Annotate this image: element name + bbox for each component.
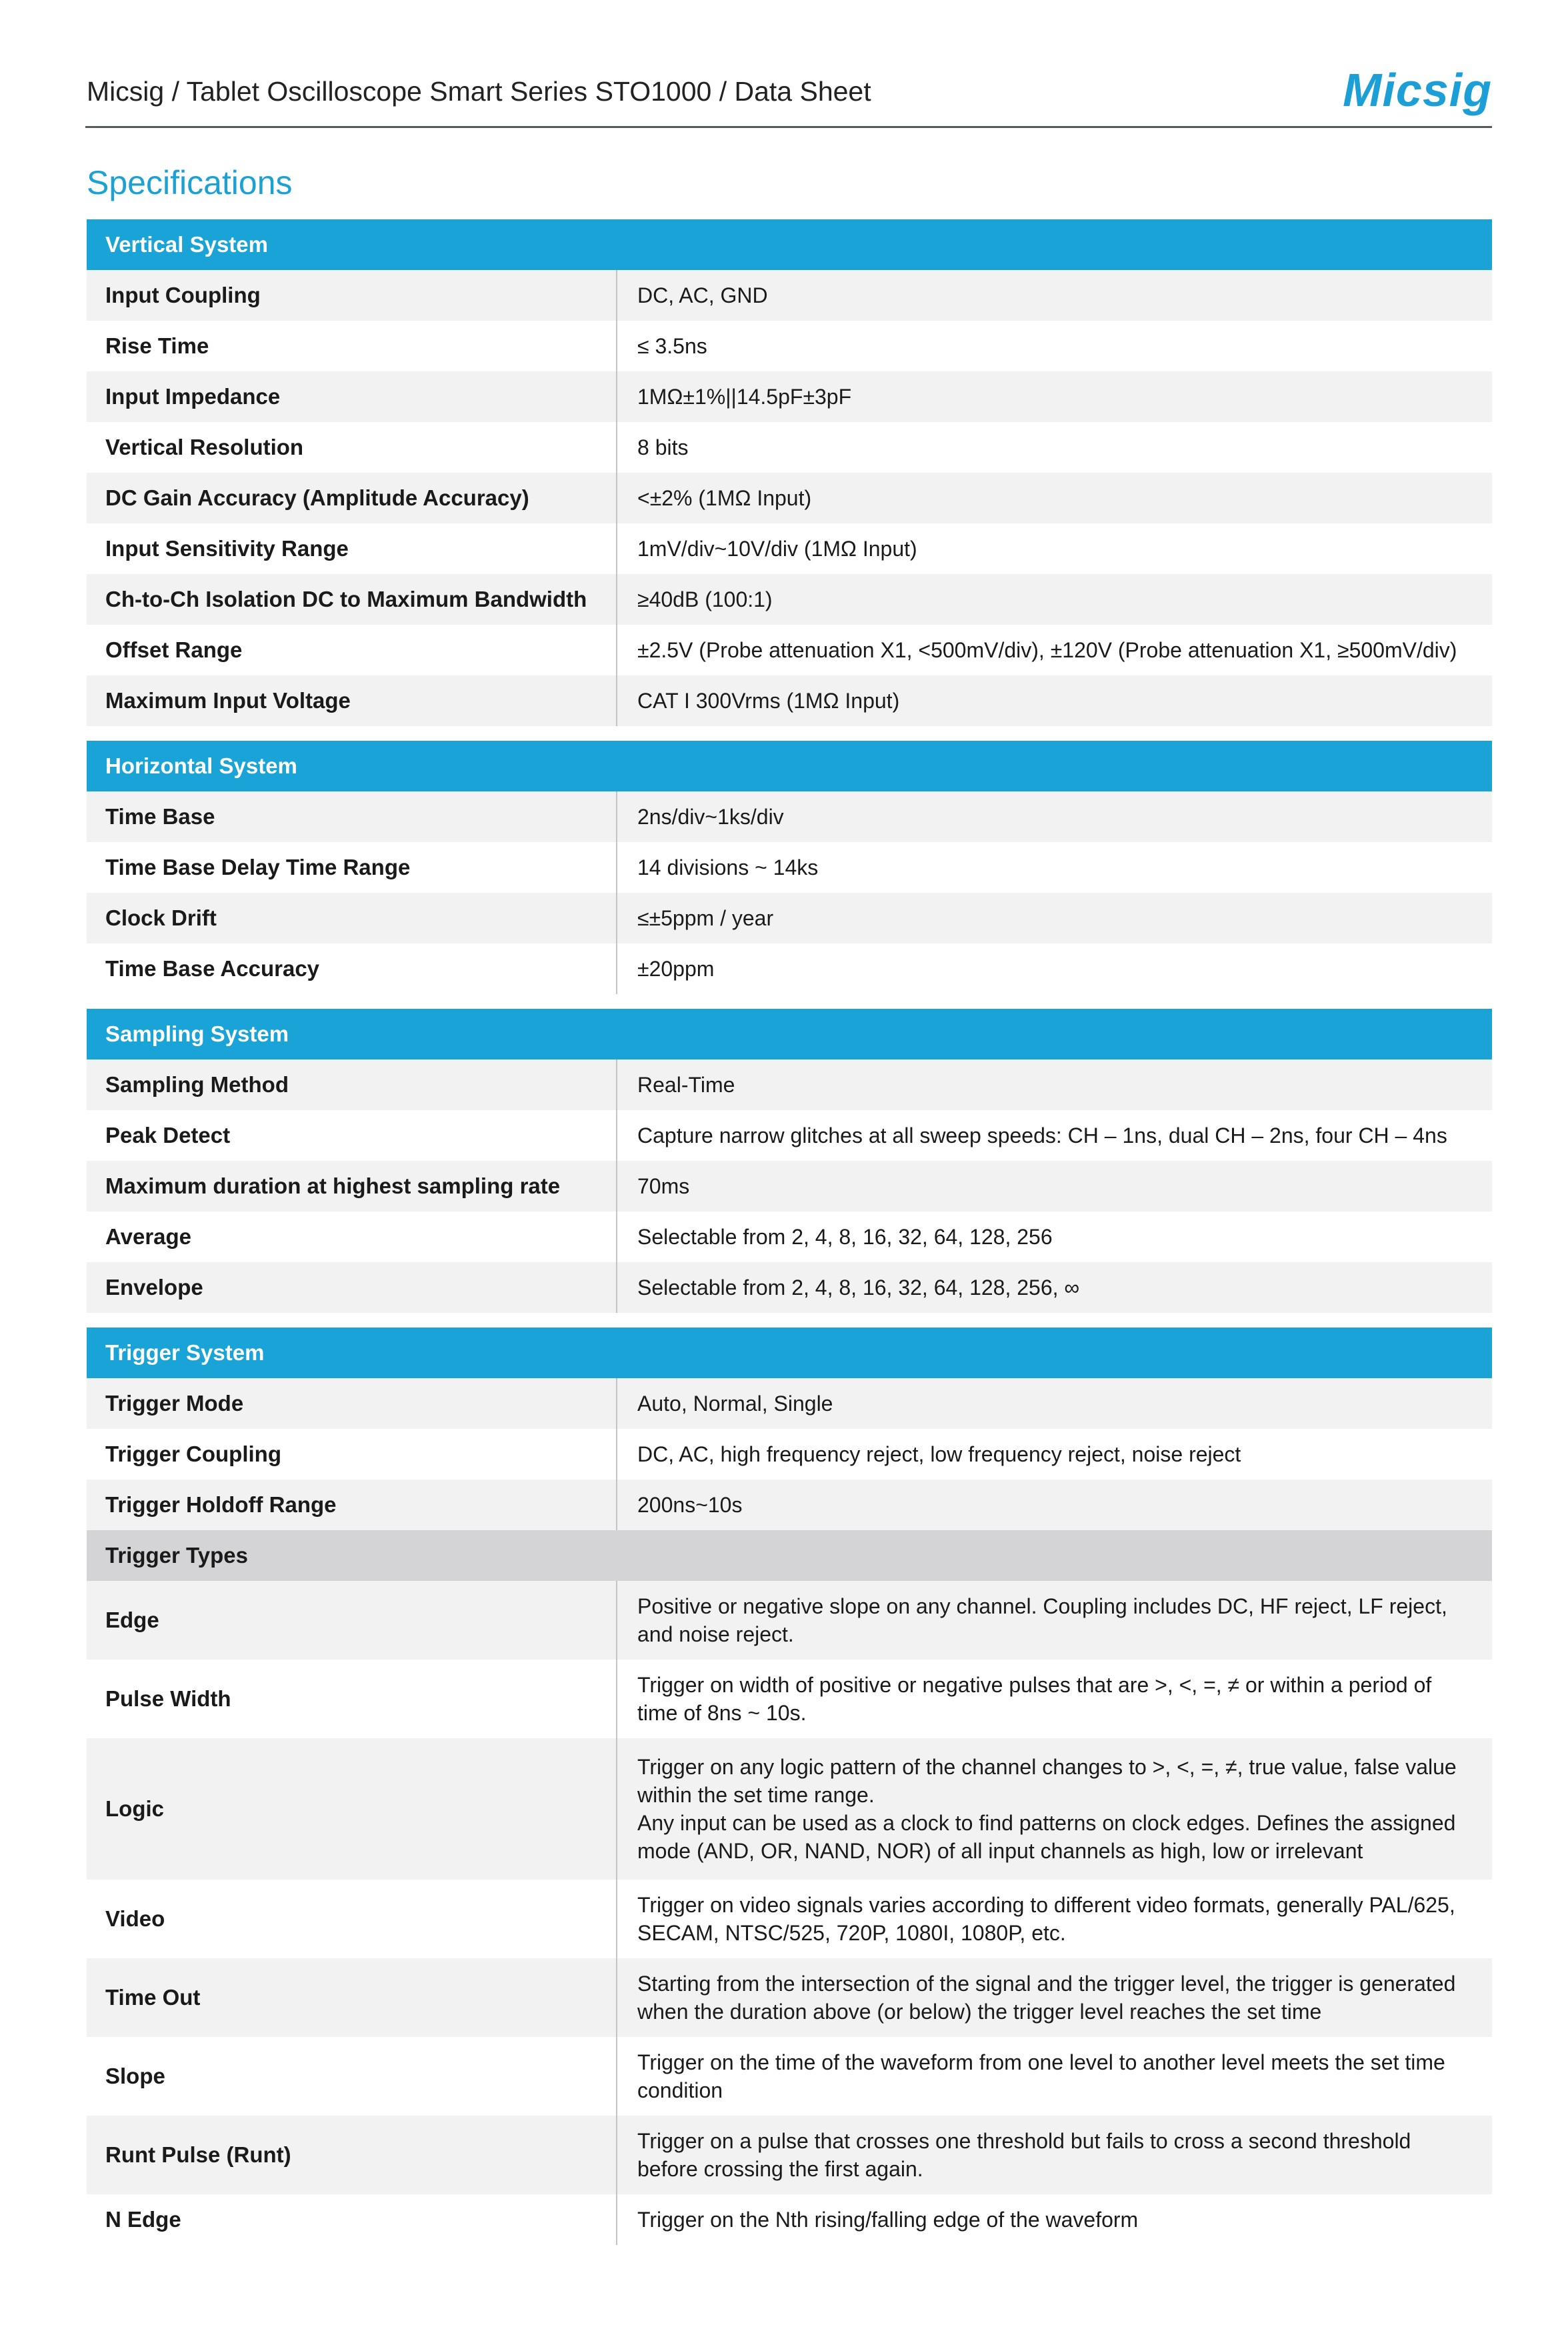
table-row bbox=[87, 1480, 1492, 1530]
spec-label: Envelope bbox=[87, 1262, 617, 1313]
table-row bbox=[87, 2037, 1492, 2116]
spec-label: Runt Pulse (Runt) bbox=[87, 2116, 617, 2194]
page-header bbox=[85, 64, 1492, 128]
specifications-table bbox=[87, 219, 1492, 2245]
spec-value: 1MΩ±1%||14.5pF±3pF bbox=[637, 385, 852, 409]
spec-label: Time Base Delay Time Range bbox=[87, 842, 617, 893]
spec-label: Edge bbox=[87, 1581, 617, 1660]
section-trigger-system bbox=[87, 1328, 1492, 2245]
spec-value: Capture narrow glitches at all sweep speeds: CH – 1ns, dual CH – 2ns, four CH – 4ns bbox=[637, 1123, 1447, 1147]
spec-label: Sampling Method bbox=[87, 1059, 617, 1110]
table-row bbox=[87, 791, 1492, 842]
value-line: Trigger on a pulse that crosses one threshold but fails to cross a second threshold bbox=[637, 2129, 1411, 2153]
section-sampling-system bbox=[87, 1009, 1492, 1313]
table-row bbox=[87, 1378, 1492, 1429]
table-row bbox=[87, 2116, 1492, 2194]
table-row bbox=[87, 1161, 1492, 1212]
table-row bbox=[87, 1059, 1492, 1110]
spec-value: CAT I 300Vrms (1MΩ Input) bbox=[637, 689, 900, 713]
table-row bbox=[87, 1660, 1492, 1738]
table-row bbox=[87, 625, 1492, 675]
spec-value: 8 bits bbox=[637, 435, 689, 459]
spec-label: Trigger Coupling bbox=[87, 1429, 617, 1480]
spec-value: ≤ 3.5ns bbox=[637, 334, 707, 358]
spec-value bbox=[617, 1958, 1492, 2037]
spec-value: ±20ppm bbox=[637, 957, 715, 981]
value-line: Trigger on any logic pattern of the channel changes to >, <, =, ≠, true value, false value bbox=[637, 1755, 1457, 1779]
spec-label: Input Coupling bbox=[87, 270, 617, 321]
value-line: before crossing the first again. bbox=[637, 2157, 923, 2181]
spec-value: DC, AC, high frequency reject, low frequency reject, noise reject bbox=[637, 1442, 1241, 1466]
spec-label: Offset Range bbox=[87, 625, 617, 675]
value-line: Trigger on the time of the waveform from one level to another level meets the set time bbox=[637, 2050, 1445, 2074]
spec-label: Maximum Input Voltage bbox=[87, 675, 617, 726]
trigger-types-subheading bbox=[87, 1530, 1492, 1581]
spec-value: <±2% (1MΩ Input) bbox=[637, 486, 812, 510]
spec-label: Time Base Accuracy bbox=[87, 943, 617, 994]
spec-label: Time Base bbox=[87, 791, 617, 842]
table-row bbox=[87, 893, 1492, 943]
table-row bbox=[87, 675, 1492, 726]
spec-label: Slope bbox=[87, 2037, 617, 2116]
value-line: and noise reject. bbox=[637, 1622, 794, 1646]
spec-value: ≤±5ppm / year bbox=[637, 906, 774, 930]
spec-value: Selectable from 2, 4, 8, 16, 32, 64, 128, 256 bbox=[637, 1225, 1053, 1249]
section-header: Trigger System bbox=[87, 1328, 1492, 1378]
spec-label: Ch-to-Ch Isolation DC to Maximum Bandwidth bbox=[87, 574, 617, 625]
value-line: condition bbox=[637, 2078, 723, 2102]
table-row bbox=[87, 1738, 1492, 1880]
spec-value: 200ns~10s bbox=[637, 1493, 743, 1517]
value-line: Trigger on width of positive or negative pulses that are >, <, =, ≠ or within a period of bbox=[637, 1673, 1432, 1697]
value-line: time of 8ns ~ 10s. bbox=[637, 1701, 807, 1725]
value-line: within the set time range. bbox=[637, 1783, 875, 1807]
section-vertical-system bbox=[87, 219, 1492, 726]
spec-value bbox=[617, 1581, 1492, 1660]
brand-logo: Micsig bbox=[1343, 64, 1492, 116]
table-row bbox=[87, 842, 1492, 893]
spec-label: N Edge bbox=[87, 2194, 617, 2245]
spec-label: Average bbox=[87, 1212, 617, 1262]
spec-label: DC Gain Accuracy (Amplitude Accuracy) bbox=[87, 473, 617, 523]
table-row bbox=[87, 270, 1492, 321]
section-header: Sampling System bbox=[87, 1009, 1492, 1059]
spec-label: Peak Detect bbox=[87, 1110, 617, 1161]
spec-value bbox=[617, 1738, 1492, 1880]
spec-label: Input Impedance bbox=[87, 371, 617, 422]
spec-value: 1mV/div~10V/div (1MΩ Input) bbox=[637, 537, 917, 561]
table-row bbox=[87, 1958, 1492, 2037]
spec-label: Time Out bbox=[87, 1958, 617, 2037]
section-header: Horizontal System bbox=[87, 741, 1492, 791]
spec-value: Selectable from 2, 4, 8, 16, 32, 64, 128, 256, ∞ bbox=[637, 1276, 1080, 1300]
table-row bbox=[87, 371, 1492, 422]
spec-value: Auto, Normal, Single bbox=[637, 1392, 833, 1416]
spec-value bbox=[617, 1880, 1492, 1958]
table-row bbox=[87, 1581, 1492, 1660]
section-horizontal-system bbox=[87, 741, 1492, 994]
spec-value: DC, AC, GND bbox=[637, 283, 768, 307]
section-header: Vertical System bbox=[87, 219, 1492, 270]
table-row bbox=[87, 321, 1492, 371]
spec-label: Maximum duration at highest sampling rate bbox=[87, 1161, 617, 1212]
document-title: Micsig / Tablet Oscilloscope Smart Series STO1000 / Data Sheet bbox=[87, 76, 871, 107]
spec-label: Trigger Holdoff Range bbox=[87, 1480, 617, 1530]
value-line: Starting from the intersection of the signal and the trigger level, the trigger is generated bbox=[637, 1972, 1456, 1996]
spec-label: Clock Drift bbox=[87, 893, 617, 943]
spec-value bbox=[617, 1660, 1492, 1738]
table-row bbox=[87, 2194, 1492, 2245]
spec-label: Vertical Resolution bbox=[87, 422, 617, 473]
page-heading: Specifications bbox=[87, 164, 293, 201]
table-row bbox=[87, 1880, 1492, 1958]
spec-label: Trigger Mode bbox=[87, 1378, 617, 1429]
table-row bbox=[87, 422, 1492, 473]
table-row bbox=[87, 473, 1492, 523]
spec-label: Video bbox=[87, 1880, 617, 1958]
spec-value: 70ms bbox=[637, 1174, 690, 1198]
spec-label: Logic bbox=[87, 1738, 617, 1880]
spec-value: 2ns/div~1ks/div bbox=[637, 805, 784, 829]
spec-label: Input Sensitivity Range bbox=[87, 523, 617, 574]
spec-label: Pulse Width bbox=[87, 1660, 617, 1738]
table-row bbox=[87, 1429, 1492, 1480]
spec-value bbox=[617, 2037, 1492, 2116]
table-row bbox=[87, 1262, 1492, 1313]
spec-value: ≥40dB (100:1) bbox=[637, 587, 773, 611]
spec-value bbox=[617, 2194, 1492, 2245]
value-line: mode (AND, OR, NAND, NOR) of all input channels as high, low or irrelevant bbox=[637, 1839, 1363, 1863]
table-row bbox=[87, 574, 1492, 625]
table-row bbox=[87, 523, 1492, 574]
value-line: when the duration above (or below) the trigger level reaches the set time bbox=[637, 2000, 1322, 2024]
value-line: Trigger on video signals varies according to different video formats, generally PAL/625, bbox=[637, 1893, 1455, 1917]
table-row bbox=[87, 1212, 1492, 1262]
table-row bbox=[87, 943, 1492, 994]
spec-value: Real-Time bbox=[637, 1073, 735, 1097]
value-line: Any input can be used as a clock to find patterns on clock edges. Defines the assigned bbox=[637, 1811, 1456, 1835]
value-line: Trigger on the Nth rising/falling edge of the waveform bbox=[637, 2208, 1139, 2232]
spec-label: Rise Time bbox=[87, 321, 617, 371]
value-line: SECAM, NTSC/525, 720P, 1080I, 1080P, etc. bbox=[637, 1921, 1066, 1945]
table-row bbox=[87, 1110, 1492, 1161]
spec-value bbox=[617, 2116, 1492, 2194]
spec-value: 14 divisions ~ 14ks bbox=[637, 855, 819, 879]
subheading-label: Trigger Types bbox=[105, 1543, 248, 1568]
spec-value: ±2.5V (Probe attenuation X1, <500mV/div), ±120V (Probe attenuation X1, ≥500mV/div) bbox=[637, 638, 1457, 662]
value-line: Positive or negative slope on any channel. Coupling includes DC, HF reject, LF reject, bbox=[637, 1594, 1447, 1618]
